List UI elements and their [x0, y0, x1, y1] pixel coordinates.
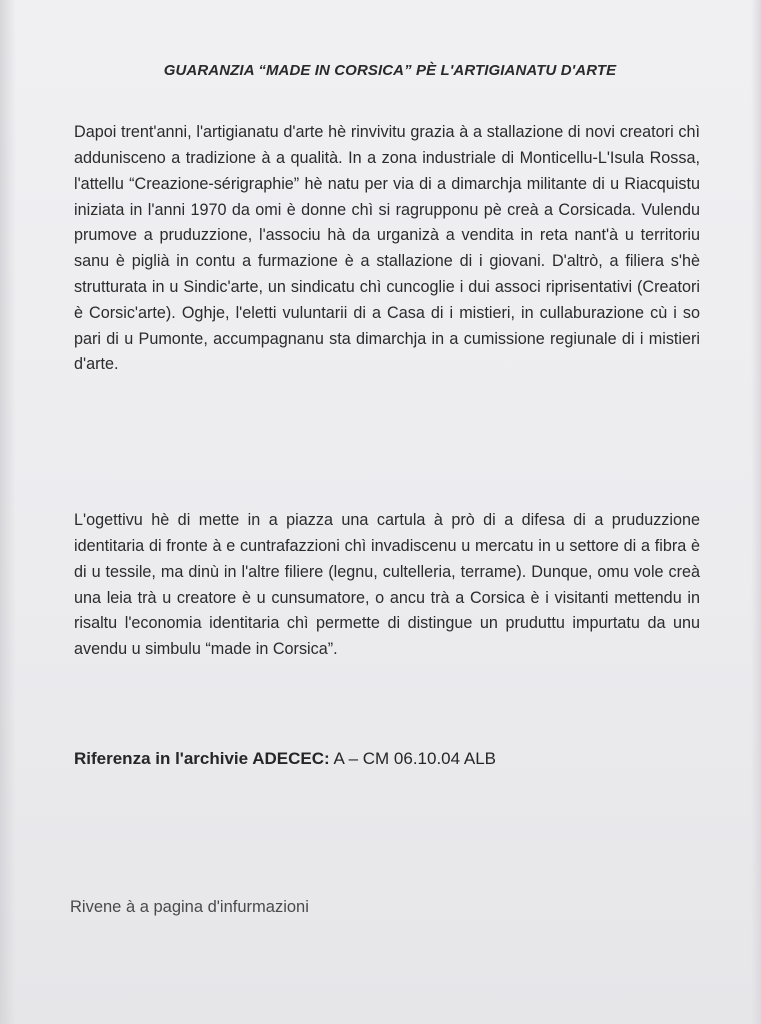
page-shadow-left: [0, 0, 16, 1024]
paragraph-history: Dapoi trent'anni, l'artigianatu d'arte hè rinvivitu grazia à a stallazione di novi creatori chì addunisceno a tradizione à a qualità. In a zona industriale di Monticellu-L'Isula Rossa, l'attellu “Creazione-sérigraphie” hè natu per via di a dimarchja militante di u Riacquistu iniziata in l'anni 1970 da omi è donne chì si ragrupponu pè creà a Corsicada. Vulendu prumove a pruduzzione, l'associu hà da urganizà a vendita in reta nant'à u territoriu sanu è piglià in contu a furmazione è a stallazione di i giovani. D'altrò, a filiera s'hè strutturata in u Sindic'arte, un sindicatu chì cuncoglie i dui associ riprisentativi (Creatori è Corsic'arte). Oghje, l'eletti vuluntarii di a Casa di i mistieri, in cullaburazione cù i so pari di u Pumonte, accumpagnanu sta dimarchja in a cumissione regiunale di i mistieri d'arte.: [74, 123, 700, 374]
page-shadow-right: [751, 0, 761, 1024]
document-title: GUARANZIA “MADE IN CORSICA” PÈ L'ARTIGIANATU D'ARTE: [163, 62, 617, 79]
archive-reference-value: A – CM 06.10.04 ALB: [333, 749, 497, 768]
archive-reference-label: Riferenza in l'archivie ADECEC:: [74, 749, 330, 768]
paragraph-objective: L'ogettivu hè di mette in a piazza una cartula à prò di a difesa di a pruduzzione identitaria di fronte à e cuntrafazzioni chì invadiscenu u mercatu in u settore di a fibra è di u tessile, ma dinù in l'altre filiere (legnu, cultelleria, terrame). Dunque, omu vole creà una leia trà u creatore è u cunsumatore, o ancu trà a Corsica è i visitanti mettendu in risaltu l'economia identitaria chì permette di distingue un pruduttu impurtatu da unu avendu u simbulu “made in Corsica”.: [74, 511, 700, 659]
archive-reference: [74, 749, 496, 769]
back-to-info-link[interactable]: Rivene à a pagina d'infurmazioni: [70, 898, 309, 916]
